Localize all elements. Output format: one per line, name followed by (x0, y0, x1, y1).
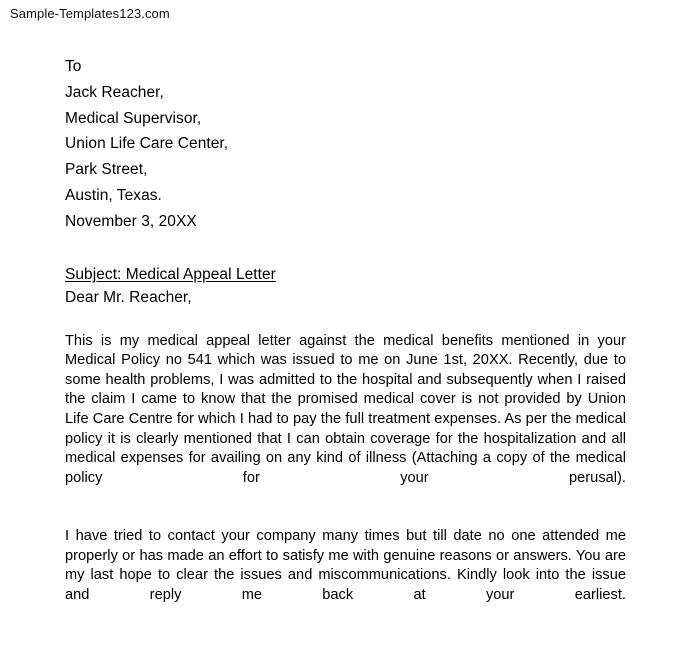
body-paragraph-2: I have tried to contact your company many times but till date no one attended me properly or has made an effort to satisfy me with genuine reasons or answers. You are my last hope to clear the issues and miscommunications. Kindly look into the issue and reply me back at your earliest. (65, 527, 626, 603)
recipient-address-block (65, 54, 626, 235)
salutation: Dear Mr. Reacher, (65, 288, 192, 306)
address-line-street: Park Street, (65, 161, 148, 179)
subject-section (65, 264, 626, 308)
site-watermark: Sample-Templates123.com (10, 6, 170, 21)
letter-content (65, 332, 626, 625)
address-line-date: November 3, 20XX (65, 212, 197, 230)
subject-heading: Subject: Medical Appeal Letter (65, 265, 276, 283)
address-line-company: Union Life Care Center, (65, 135, 229, 153)
address-line-to: To (65, 58, 82, 75)
letter-body (65, 54, 626, 625)
address-line-city-state: Austin, Texas. (65, 186, 162, 204)
body-paragraph-1: This is my medical appeal letter against the medical benefits mentioned in your Medical Policy no 541 which was issued to me on June 1st, 20XX. Recently, due to some health problems, I was admitted to the hospital and subsequently when I raised the claim I came to know that the promised medical cover is not provided by Union Life Care Centre for which I had to pay the full treatment expenses. As per the medical policy it is clearly mentioned that I can obtain coverage for the hospitalization and all medical expenses for availing on any kind of illness (Attaching a copy of the medical policy for your perusal). (65, 332, 626, 486)
address-line-title: Medical Supervisor, (65, 109, 202, 127)
subject-row (65, 264, 626, 285)
address-line-name: Jack Reacher, (65, 83, 164, 101)
